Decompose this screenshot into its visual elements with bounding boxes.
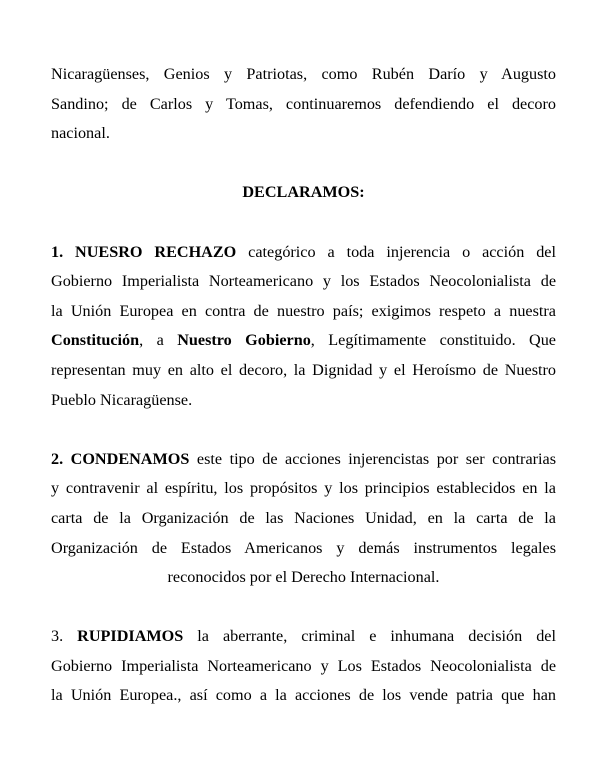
item3-line1-rest: la aberrante, criminal e inhumana decisión del — [183, 627, 556, 646]
item3-bold-lead: RUPIDIAMOS — [77, 627, 184, 646]
item3-line-2: Gobierno Imperialista Norteamericano y Los Estados Neocolonialista de — [51, 656, 556, 675]
item1-constitucion: Constitución — [51, 331, 140, 350]
item1-line-6: Pueblo Nicaragüense. — [51, 390, 193, 409]
item2-line1-rest: este tipo de acciones injerencistas por ser contrarias — [189, 449, 556, 468]
item3-line-3: la Unión Europea., así como a la acciones de los vende patria que han — [51, 686, 556, 705]
item1-line4-rest: , Legítimamente constituido. Que — [310, 331, 556, 350]
item1-line1-rest: categórico a toda injerencia o acción del — [236, 242, 556, 261]
section-heading: DECLARAMOS: — [242, 183, 365, 202]
item1-number: 1. — [51, 242, 64, 261]
declaration-item-3 — [51, 622, 556, 711]
spacer — [51, 415, 556, 445]
spacer — [51, 208, 556, 238]
item1-line-2: Gobierno Imperialista Norteamericano y los Estados Neocolonialista de — [51, 272, 556, 291]
item1-nuestro-gobierno: Nuestro Gobierno — [177, 331, 311, 350]
document-page — [51, 60, 556, 711]
item3-line-1 — [51, 622, 556, 652]
spacer — [51, 593, 556, 623]
item2-line-4: Organización de Estados Americanos y demás instrumentos legales — [51, 538, 556, 557]
item3-number: 3. — [51, 627, 64, 646]
item2-bold-lead: 2. CONDENAMOS — [51, 449, 190, 468]
intro-line-1: Nicaragüenses, Genios y Patriotas, como Rubén Darío y Augusto — [51, 65, 556, 83]
item1-line-3: la Unión Europea en contra de nuestro país; exigimos respeto a nuestra — [51, 301, 556, 320]
item2-line-1 — [51, 445, 556, 475]
intro-line-2: Sandino; de Carlos y Tomas, continuaremos defendiendo el decoro — [51, 94, 556, 113]
declaration-item-1 — [51, 238, 556, 416]
item1-bold-lead: NUESRO RECHAZO — [75, 242, 237, 261]
item2-line-5: reconocidos por el Derecho Internacional. — [167, 568, 440, 587]
item1-line-1 — [51, 238, 556, 268]
item1-line-5: representan muy en alto el decoro, la Dignidad y el Heroísmo de Nuestro — [51, 360, 556, 379]
item1-line4-mid: , a — [139, 331, 178, 350]
item2-line-3: carta de la Organización de las Naciones Unidad, en la carta de la — [51, 508, 556, 527]
spacer — [51, 149, 556, 179]
item1-line-4 — [51, 326, 556, 356]
intro-paragraph — [51, 60, 556, 149]
declaration-item-2 — [51, 445, 556, 593]
intro-line-3: nacional. — [51, 124, 110, 143]
item2-line-2: y contravenir al espíritu, los propósitos y los principios establecidos en la — [51, 479, 556, 498]
